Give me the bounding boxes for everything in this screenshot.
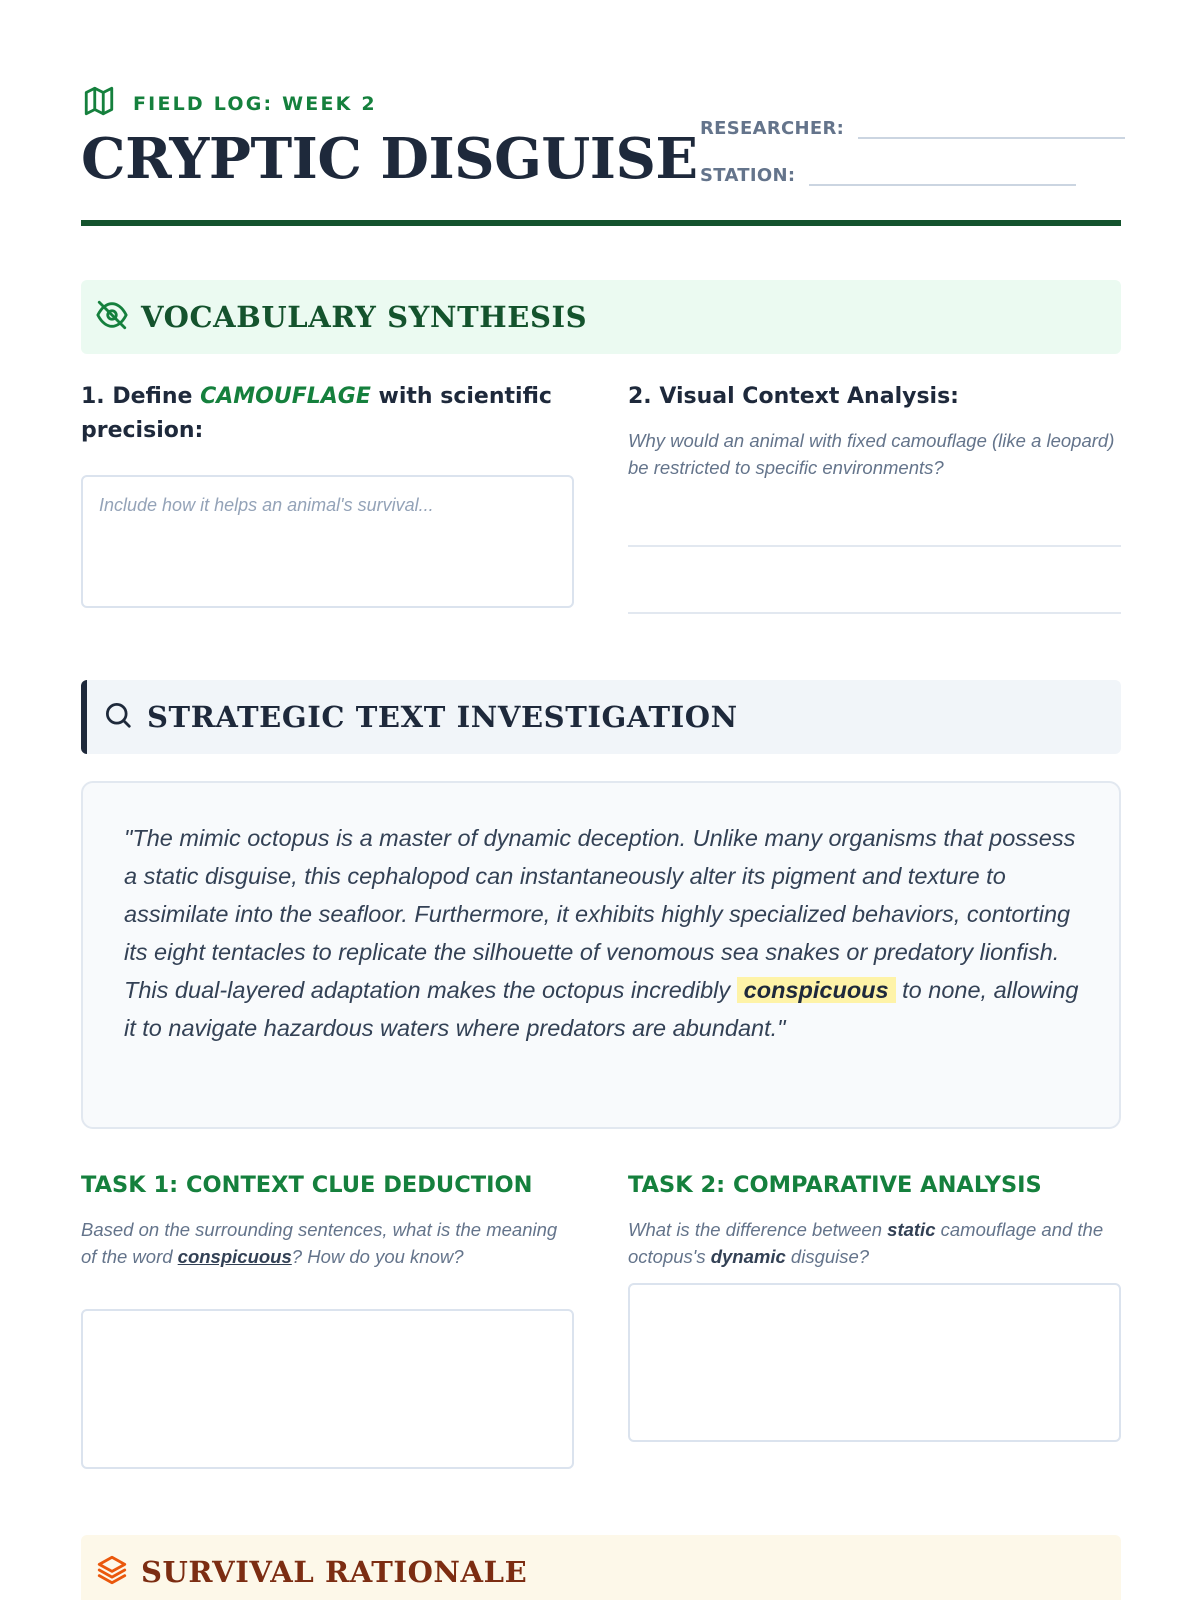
highlighted-word: conspicuous — [737, 977, 896, 1003]
task-1-prompt-text: Based on the surrounding sentences, what is the meaning of the word — [81, 1219, 558, 1267]
passage-text-after: to none, allowing it to navigate hazardous waters where predators are abundant." — [124, 977, 1079, 1041]
task-1-keyword: conspicuous — [177, 1246, 292, 1267]
task-2-prompt-start: What is the difference between — [628, 1219, 883, 1240]
vocabulary-section-header — [81, 280, 1121, 354]
answer-line-2[interactable] — [628, 612, 1121, 614]
researcher-row — [700, 118, 1125, 139]
question-1-prefix: 1. Define — [81, 384, 193, 409]
term-camouflage: CAMOUFLAGE — [200, 384, 371, 409]
passage-text — [124, 819, 1079, 1047]
page-title: CRYPTIC DISGUISE — [81, 126, 698, 192]
station-row — [700, 165, 1076, 186]
question-2-label: 2. Visual Context Analysis: — [628, 384, 959, 409]
task-2-prompt — [628, 1216, 1108, 1270]
task-1-label: TASK 1: CONTEXT CLUE DEDUCTION — [81, 1172, 533, 1198]
task-1-prompt-end: ? How do you know? — [291, 1246, 464, 1267]
question-2-prompt: Why would an animal with fixed camouflage (like a leopard) be restricted to specific environments? — [628, 430, 1115, 478]
passage-text-before: "The mimic octopus is a master of dynamic deception. Unlike many organisms that possess a static disguise, this cephalopod can instantaneously alter its pigment and texture to assimilate into the seafloor. Furthermore, it exhibits highly specialized behaviors, contorting its eight tentacles to replicate the silhouette of venomous sea snakes or predatory lionfish. This dual-layered adaptation makes the octopus incredibly — [124, 825, 1076, 1003]
vocabulary-section-title: VOCABULARY SYNTHESIS — [141, 300, 588, 334]
task-2-prompt-end: disguise? — [790, 1246, 870, 1267]
survival-section-header — [81, 1535, 1121, 1600]
definition-placeholder: Include how it helps an animal's survival... — [99, 495, 434, 515]
question-1-suffix: with scientific precision: — [81, 384, 552, 443]
eye-off-icon — [95, 298, 129, 337]
definition-answer-box[interactable] — [81, 475, 574, 608]
task-2-keyword-dynamic: dynamic — [710, 1246, 786, 1267]
researcher-label: RESEARCHER: — [700, 118, 845, 139]
layers-icon — [95, 1553, 129, 1592]
header-divider — [81, 220, 1121, 226]
worksheet-page — [81, 0, 1121, 1600]
researcher-field[interactable] — [858, 119, 1125, 139]
investigation-section-header — [81, 680, 1121, 754]
map-icon — [81, 84, 117, 123]
task-2-answer-box[interactable] — [628, 1283, 1121, 1442]
survival-section-title: SURVIVAL RATIONALE — [141, 1555, 528, 1589]
task-1-prompt — [81, 1216, 561, 1270]
station-label: STATION: — [700, 165, 796, 186]
answer-line-1[interactable] — [628, 545, 1121, 547]
field-log-label: FIELD LOG: WEEK 2 — [133, 92, 377, 115]
station-field[interactable] — [809, 166, 1076, 186]
task-1-answer-box[interactable] — [81, 1309, 574, 1469]
investigation-section-title: STRATEGIC TEXT INVESTIGATION — [147, 700, 738, 734]
task-2-prompt-middle: camouflage and the octopus's — [628, 1219, 1104, 1267]
reading-passage — [81, 781, 1121, 1129]
task-2-label: TASK 2: COMPARATIVE ANALYSIS — [628, 1172, 1042, 1198]
task-2-keyword-static: static — [887, 1219, 936, 1240]
search-icon — [103, 700, 133, 735]
eyebrow — [81, 84, 377, 123]
question-1-label — [81, 380, 561, 448]
